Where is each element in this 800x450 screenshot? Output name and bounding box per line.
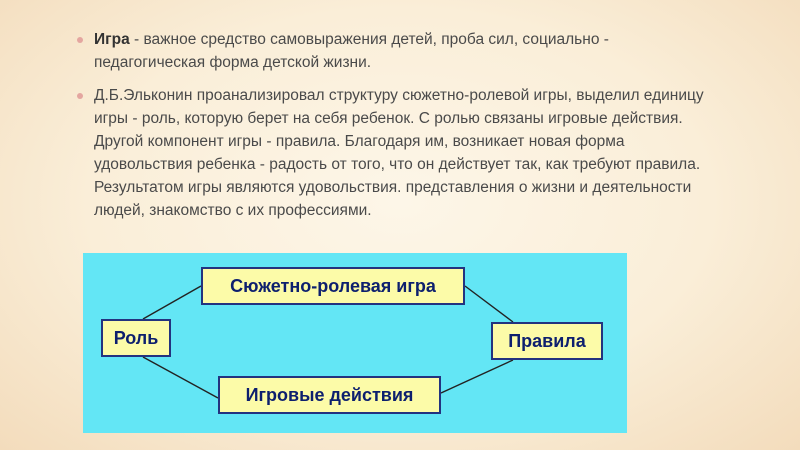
- term-igra: Игра: [94, 31, 130, 48]
- box-role: Роль: [101, 319, 171, 357]
- bullet-icon: [77, 93, 83, 99]
- box-story-role-game: Сюжетно-ролевая игра: [201, 267, 465, 305]
- box-game-actions: Игровые действия: [218, 376, 441, 414]
- connector-bottom-right: [441, 360, 513, 393]
- slide-text: [74, 28, 714, 222]
- connector-left-bottom: [143, 357, 218, 398]
- connector-top-right: [465, 286, 513, 322]
- game-structure-diagram: [83, 253, 627, 433]
- bullet-icon: [77, 37, 83, 43]
- paragraph-definition: [74, 28, 714, 74]
- box-rules: Правила: [491, 322, 603, 360]
- elkonin-text: Д.Б.Эльконин проанализировал структуру сюжетно-ролевой игры, выделил единицу игры - роль, которую берет на себя ребенок. С ролью связаны игровые действия. Другой компонент игры - правила. Благодаря им, возникает новая форма удовольствия ребенка - радость от того, что он действует так, как требуют правила. Результатом игры являются удовольствия. представления о жизни и деятельности людей, знакомство с их профессиями.: [94, 87, 704, 219]
- connector-top-left: [143, 286, 201, 319]
- definition-text: - важное средство самовыражения детей, проба сил, социально - педагогическая форма детской жизни.: [94, 31, 609, 71]
- paragraph-elkonin: [74, 84, 714, 222]
